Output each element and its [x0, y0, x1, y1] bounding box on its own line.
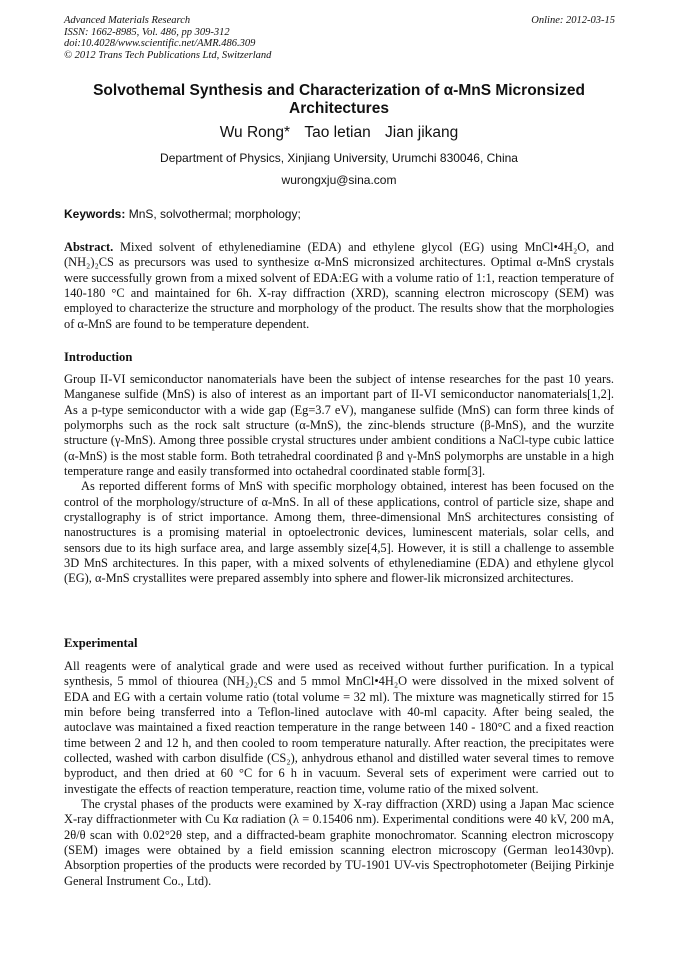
paragraph: All reagents were of analytical grade and were used as received without further purification. In a typical synthesis, 5 mmol of thiourea (NH₂)₂CS and 5 mmol MnCl•4H₂O were dissolved in the mixed solvent of EDA and EG with a certain volume ratio (total volume = 32 ml). The mixture was magnetically stirred for 15 min before being transferred into a Teflon-lined autoclave with 40-ml capacity. After being sealed, the autoclave was maintained a fixed reaction temperature in the range between 140 - 180°C and a fixed reaction time between 2 and 12 h, and then cooled to room temperature naturally. After reaction, the precipitates were collected, washed with carbon disulfide (CS₂), anhydrous ethanol and distilled water several times to remove byproduct, and then dried at 60 °C for 6 h in vacuum. Several sets of experiment were carried out to investigate the effects of reaction temperature, reaction time, volume ratio of the mixed solvent.: [64, 659, 614, 796]
author-email: wurongxju@sina.com: [281, 173, 397, 187]
experimental-heading: Experimental: [64, 636, 138, 650]
paper-title: Solvothemal Synthesis and Characterization of α-MnS Micronsized Architectures: [93, 82, 585, 117]
abstract: [64, 240, 614, 332]
issn-line: ISSN: 1662-8985, Vol. 486, pp 309-312: [64, 26, 230, 38]
online-date: Online: 2012-03-15: [531, 15, 615, 26]
author: Tao letian: [304, 124, 371, 141]
copyright-line: © 2012 Trans Tech Publications Ltd, Switzerland: [64, 49, 272, 61]
author: Wu Rong*: [219, 124, 291, 141]
author-list: [64, 124, 614, 142]
introduction-heading: Introduction: [64, 350, 133, 364]
paragraph: The crystal phases of the products were examined by X-ray diffraction (XRD) using a Japan Mac science X-ray diffractionmeter with Cu Kα radiation (λ = 0.15406 nm). Experimental conditions were 40 kV, 200 mA, 2θ/θ scan with 0.02°2θ step, and a diffracted-beam graphite monochromator. Scanning electron microscopy (SEM) images were obtained by a field emission scanning electron microscopy (German leo1430vp). Absorption properties of the products were recorded by TU-1901 UV-vis Spectrophotometer (Beijing Pirkinje General Instrument Co., Ltd).: [64, 797, 614, 888]
journal-header: [64, 15, 271, 61]
abstract-text: Mixed solvent of ethylenediamine (EDA) and ethylene glycol (EG) using MnCl•4H₂O, and (NH₂)₂CS as precursors was used to synthesize α-MnS micronsized architectures. Optimal α-MnS crystals were successfully grown from a mixed solvent of EDA:EG with a volume ratio of 1:1, reaction temperature of 140-180 °C and maintained for 6h. X-ray diffraction (XRD), scanning electron microscopy (SEM) was employed to characterize the structure and morphology of the product. The results show that the morphologies of α-MnS are found to be temperature dependent.: [64, 240, 614, 331]
paragraph: As reported different forms of MnS with specific morphology obtained, interest has been focused on the control of the morphology/structure of α-MnS. In all of these applications, control of particle size, shape and crystallography is of strict importance. Among them, three-dimensional MnS architectures consisting of nanostructures is a promising material in optoelectronic devices, luminescent materials, solar cells, and sensors due to its high surface area, and large assembly size[4,5]. However, it is still a challenge to assemble 3D MnS architectures. In this paper, with a mixed solvents of ethylenediamine (EDA) and ethylene glycol (EG), α-MnS crystallites were prepared assembly into sphere and flower-lik micronsized architectures.: [64, 479, 614, 586]
keywords-label: Keywords:: [64, 207, 126, 221]
introduction-body: [64, 372, 614, 587]
paragraph: Group II-VI semiconductor nanomaterials have been the subject of intense researches for the past 10 years. Manganese sulfide (MnS) is also of interest as an important part of II-VI semiconductor nanomaterials[1,2]. As a p-type semiconductor with a wide gap (Eg=3.7 eV), manganese sulfide (MnS) can form three kinds of polymorphs such as the rock salt structure (α-MnS), the zinc-blends structure (β-MnS), and the wurzite structure (γ-MnS). Among three possible crystal structures under ambient conditions a NaCl-type cubic lattice (α-MnS) is the most stable form. Both tetrahedral coordinated β and γ-MnS polymorphs are unstable in a high temperature range and easily transformed into octahedral coordinated stable form[3].: [64, 372, 614, 479]
keywords-text: MnS, solvothermal; morphology;: [128, 207, 301, 221]
affiliation: Department of Physics, Xinjiang University, Urumchi 830046, China: [160, 151, 518, 165]
journal-name: Advanced Materials Research: [64, 15, 191, 26]
abstract-label: Abstract.: [64, 240, 114, 254]
keywords: [64, 207, 614, 221]
doi-line: doi:10.4028/www.scientific.net/AMR.486.309: [64, 38, 256, 49]
experimental-body: [64, 659, 614, 889]
author: Jian jikang: [385, 124, 459, 141]
